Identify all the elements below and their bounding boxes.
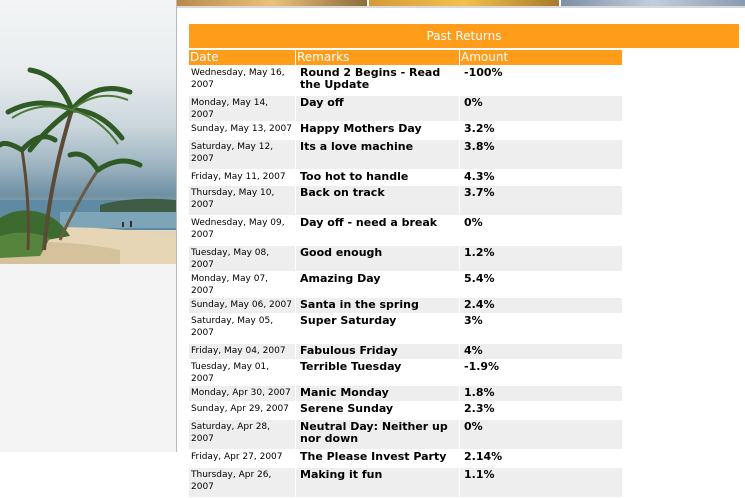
row-date: Monday, Apr 30, 2007 bbox=[189, 386, 295, 401]
row-amount: 3% bbox=[460, 314, 622, 343]
table-row bbox=[189, 186, 622, 215]
table-row bbox=[189, 386, 622, 401]
row-date: Tuesday, May 01, 2007 bbox=[189, 360, 295, 385]
row-date: Thursday, May 10, 2007 bbox=[189, 186, 295, 215]
row-date: Wednesday, May 16, 2007 bbox=[189, 66, 295, 95]
column-divider bbox=[176, 0, 177, 452]
table-row bbox=[189, 314, 622, 343]
row-amount: 2.4% bbox=[460, 298, 622, 313]
row-date: Sunday, Apr 29, 2007 bbox=[189, 402, 295, 419]
table-row bbox=[189, 420, 622, 449]
row-remarks: Happy Mothers Day bbox=[296, 122, 459, 139]
table-row bbox=[189, 246, 622, 271]
row-remarks: Super Saturday bbox=[296, 314, 459, 343]
row-remarks: Too hot to handle bbox=[296, 170, 459, 185]
table-row bbox=[189, 402, 622, 419]
row-date: Sunday, May 13, 2007 bbox=[189, 122, 295, 139]
row-remarks: Round 2 Begins - Read the Update bbox=[296, 66, 459, 95]
table-row bbox=[189, 450, 622, 467]
row-amount: 5.4% bbox=[460, 272, 622, 297]
row-amount: 1.2% bbox=[460, 246, 622, 271]
row-date: Tuesday, May 08, 2007 bbox=[189, 246, 295, 271]
row-remarks: Day off - need a break bbox=[296, 216, 459, 245]
row-remarks: Amazing Day bbox=[296, 272, 459, 297]
amount-column-header: Amount bbox=[460, 50, 622, 65]
table-header-row bbox=[189, 50, 622, 65]
table-row bbox=[189, 344, 622, 359]
row-remarks: Serene Sunday bbox=[296, 402, 459, 419]
remarks-column-header: Remarks bbox=[296, 50, 459, 65]
row-amount: 4.3% bbox=[460, 170, 622, 185]
past-returns-title: Past Returns bbox=[189, 24, 739, 48]
row-amount: 3.8% bbox=[460, 140, 622, 169]
row-amount: 3.7% bbox=[460, 186, 622, 215]
row-remarks: Fabulous Friday bbox=[296, 344, 459, 359]
table-row bbox=[189, 66, 622, 95]
row-remarks: Good enough bbox=[296, 246, 459, 271]
row-date: Monday, May 14, 2007 bbox=[189, 96, 295, 121]
row-date: Friday, Apr 27, 2007 bbox=[189, 450, 295, 467]
row-remarks: Its a love machine bbox=[296, 140, 459, 169]
row-amount: 0% bbox=[460, 96, 622, 121]
top-banner bbox=[177, 0, 745, 8]
row-remarks: Making it fun bbox=[296, 468, 459, 497]
row-amount: 4% bbox=[460, 344, 622, 359]
row-amount: 2.3% bbox=[460, 402, 622, 419]
row-amount: 1.1% bbox=[460, 468, 622, 497]
table-row bbox=[189, 216, 622, 245]
table-row bbox=[189, 360, 622, 385]
row-amount: 1.8% bbox=[460, 386, 622, 401]
row-remarks: Manic Monday bbox=[296, 386, 459, 401]
table-row bbox=[189, 298, 622, 313]
row-date: Saturday, Apr 28, 2007 bbox=[189, 420, 295, 449]
row-date: Friday, May 04, 2007 bbox=[189, 344, 295, 359]
row-amount: -1.9% bbox=[460, 360, 622, 385]
row-remarks: Back on track bbox=[296, 186, 459, 215]
palm-tree-illustration bbox=[0, 0, 176, 264]
row-remarks: Neutral Day: Neither up nor down bbox=[296, 420, 459, 449]
row-amount: 3.2% bbox=[460, 122, 622, 139]
table-row bbox=[189, 272, 622, 297]
row-remarks: Terrible Tuesday bbox=[296, 360, 459, 385]
row-amount: 0% bbox=[460, 216, 622, 245]
table-row bbox=[189, 468, 622, 497]
table-row bbox=[189, 96, 622, 121]
table-row bbox=[189, 170, 622, 185]
date-column-header: Date bbox=[189, 50, 295, 65]
row-date: Friday, May 11, 2007 bbox=[189, 170, 295, 185]
row-date: Saturday, May 05, 2007 bbox=[189, 314, 295, 343]
row-amount: 2.14% bbox=[460, 450, 622, 467]
table-row bbox=[189, 140, 622, 169]
row-date: Thursday, Apr 26, 2007 bbox=[189, 468, 295, 497]
row-date: Wednesday, May 09, 2007 bbox=[189, 216, 295, 245]
row-remarks: Day off bbox=[296, 96, 459, 121]
returns-table bbox=[188, 49, 623, 498]
row-remarks: Santa in the spring bbox=[296, 298, 459, 313]
row-amount: 0% bbox=[460, 420, 622, 449]
row-remarks: The Please Invest Party bbox=[296, 450, 459, 467]
table-row bbox=[189, 122, 622, 139]
beach-palm-photo bbox=[0, 0, 176, 264]
row-date: Sunday, May 06, 2007 bbox=[189, 298, 295, 313]
row-date: Saturday, May 12, 2007 bbox=[189, 140, 295, 169]
row-date: Monday, May 07, 2007 bbox=[189, 272, 295, 297]
left-panel-background bbox=[0, 264, 176, 452]
banner-underline bbox=[177, 6, 745, 8]
row-amount: -100% bbox=[460, 66, 622, 95]
